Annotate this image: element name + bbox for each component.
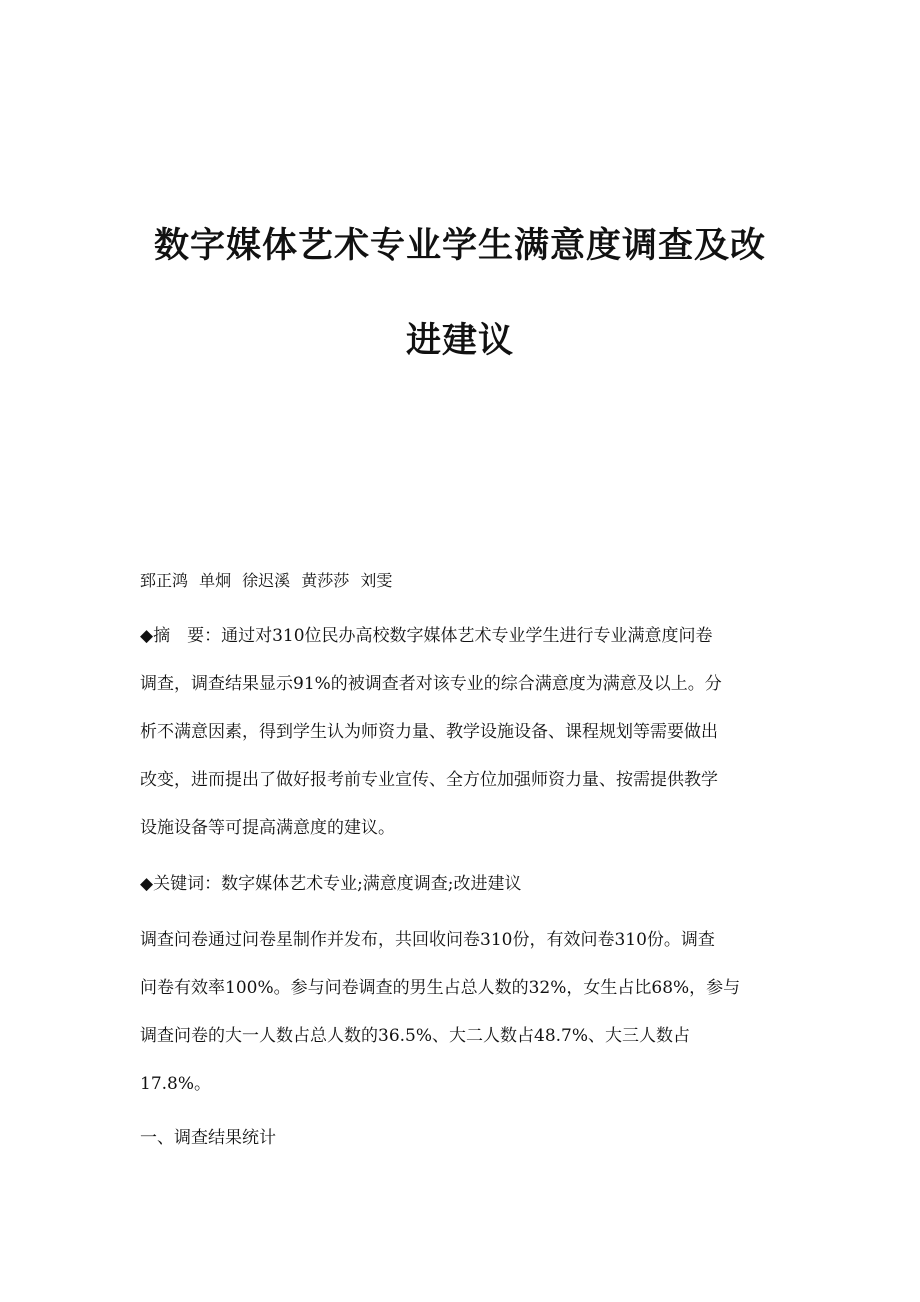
body-line: 调查问卷的大一人数占总人数的36.5%、大二人数占48.7%、大三人数占 [140,1026,691,1046]
abstract-line: 调查，调查结果显示91%的被调查者对该专业的综合满意度为满意及以上。分 [140,674,722,694]
section-heading [140,1114,780,1162]
body-line: 17.8%。 [140,1074,212,1094]
keywords-line: ◆关键词：数字媒体艺术专业;满意度调查;改进建议 [140,874,522,894]
section-heading-text: 一、调查结果统计 [140,1128,276,1148]
body-line: 问卷有效率100%。参与问卷调查的男生占总人数的32%，女生占比68%，参与 [140,978,741,998]
abstract [140,612,780,852]
body-paragraph [140,916,780,1108]
document-title-line-1: 数字媒体艺术专业学生满意度调查及改 [153,226,766,266]
abstract-line: 改变，进而提出了做好报考前专业宣传、全方位加强师资力量、按需提供教学 [140,770,718,790]
abstract-line: 设施设备等可提高满意度的建议。 [140,818,395,838]
keywords [140,860,780,908]
abstract-line: 析不满意因素，得到学生认为师资力量、教学设施设备、课程规划等需要做出 [140,722,718,742]
body-line: 调查问卷通过问卷星制作并发布，共回收问卷310份，有效问卷310份。调查 [140,930,715,950]
abstract-line: ◆摘 要：通过对310位民办高校数字媒体艺术专业学生进行专业满意度问卷 [140,626,713,646]
document-title-line-2: 进建议 [405,321,514,361]
authors: 郅正鸿 单炯 徐迟溪 黄莎莎 刘雯 [140,571,393,590]
